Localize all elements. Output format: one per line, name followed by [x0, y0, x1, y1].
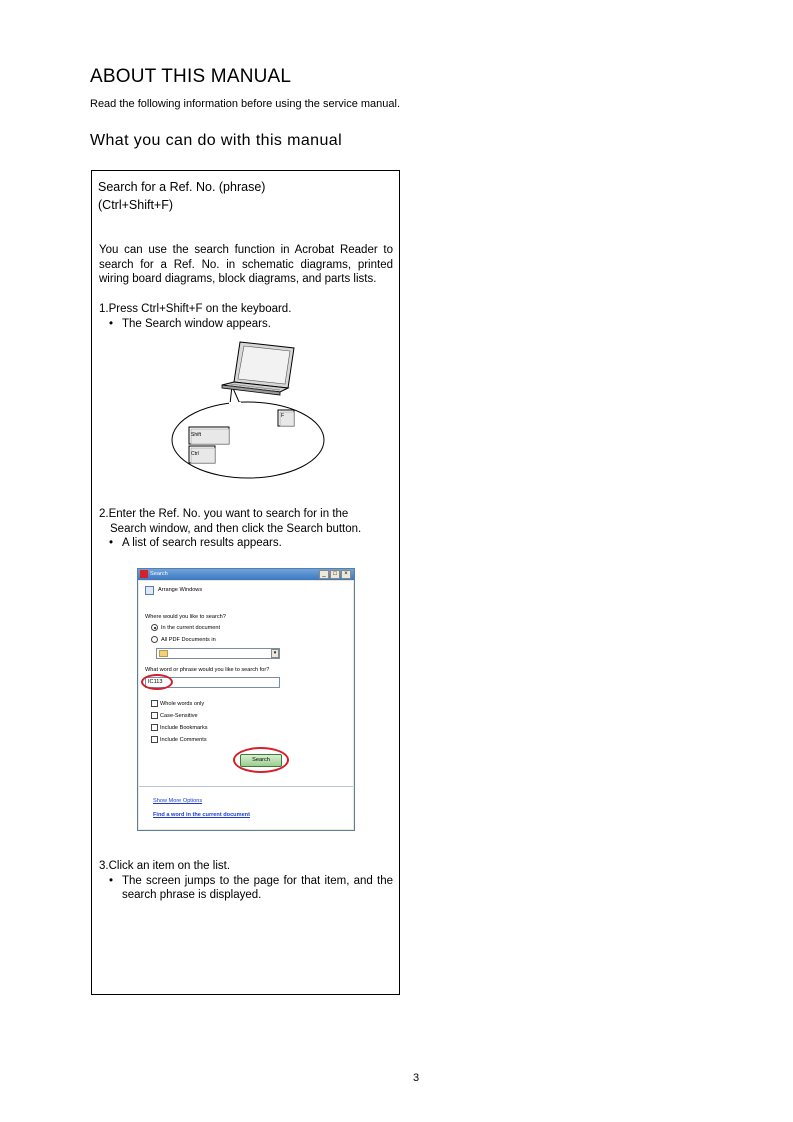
intro-text: Read the following information before using the service manual.	[90, 98, 401, 110]
checkbox-whole-words[interactable]	[151, 700, 158, 707]
step-3-bullet-text: The screen jumps to the page for that item, and the search phrase is displayed.	[122, 874, 393, 901]
laptop-display	[238, 346, 290, 384]
step-2-text-line1: 2.Enter the Ref. No. you want to search for in the	[99, 508, 349, 520]
step-3	[99, 859, 393, 903]
step-2-text-line2: Search window, and then click the Search button.	[110, 522, 362, 535]
step-1	[99, 302, 393, 331]
box-body-text: You can use the search function in Acrobat Reader to search for a Ref. No. in schematic diagrams, printed wiring board diagrams, block diagrams, and parts lists.	[99, 244, 393, 285]
radio-current-document[interactable]	[151, 624, 158, 631]
minimize-icon[interactable]: _	[319, 570, 329, 579]
find-word-link[interactable]: Find a word in the current document	[153, 812, 250, 818]
search-button[interactable]: Search	[240, 754, 282, 767]
bubble-pointer-gap	[229, 402, 241, 406]
search-pane	[139, 581, 353, 829]
step-2-bullet: • A list of search results appears.	[109, 537, 282, 549]
divider	[139, 786, 353, 787]
step-1-bullet-text: The Search window appears.	[122, 317, 271, 330]
keyboard-illustration	[160, 330, 330, 480]
step-1-text: 1.Press Ctrl+Shift+F on the keyboard.	[99, 303, 292, 315]
box-title	[98, 178, 265, 214]
arrange-windows-label[interactable]: Arrange Windows	[158, 587, 203, 593]
checkbox-case-sensitive-label: Case-Sensitive	[160, 713, 198, 719]
checkbox-whole-words-label: Whole words only	[160, 701, 205, 707]
show-more-options-link[interactable]: Show More Options	[153, 798, 203, 804]
search-button-highlight	[233, 747, 289, 773]
radio-all-label: All PDF Documents in	[161, 637, 216, 643]
key-shift-label: Shift	[191, 432, 202, 438]
step-3-text: 3.Click an item on the list.	[99, 860, 231, 872]
close-icon[interactable]: ×	[341, 570, 351, 579]
folder-icon	[159, 650, 168, 657]
what-label: What word or phrase would you like to search for?	[145, 667, 270, 673]
checkbox-bookmarks-label: Include Bookmarks	[160, 725, 208, 731]
location-select[interactable]	[156, 648, 280, 659]
search-input-highlight	[141, 674, 173, 690]
chevron-down-icon[interactable]: ▾	[271, 649, 279, 658]
checkbox-bookmarks[interactable]	[151, 724, 158, 731]
checkbox-case-sensitive[interactable]	[151, 712, 158, 719]
checkbox-comments[interactable]	[151, 736, 158, 743]
window-controls	[319, 570, 351, 579]
radio-current-label: In the current document	[161, 625, 221, 631]
checkbox-comments-label: Include Comments	[160, 737, 207, 743]
search-input-value: IC113	[148, 679, 163, 685]
search-window	[137, 568, 355, 831]
key-ctrl-label: Ctrl	[191, 451, 199, 457]
search-window-titlebar	[138, 569, 354, 580]
step-1-bullet: • The Search window appears.	[109, 317, 271, 330]
acrobat-icon	[140, 570, 148, 578]
radio-all-pdf[interactable]	[151, 636, 158, 643]
box-title-line1: Search for a Ref. No. (phrase)	[98, 180, 266, 194]
section-subtitle: What you can do with this manual	[90, 132, 343, 149]
key-f-label: F	[281, 413, 285, 419]
step-3-bullet: • The screen jumps to the page for that item, and the search phrase is displayed.	[109, 874, 393, 901]
arrange-windows-icon[interactable]	[145, 586, 154, 595]
maximize-icon[interactable]: □	[330, 570, 340, 579]
box-title-line2: (Ctrl+Shift+F)	[98, 198, 174, 212]
search-window-title: Search	[150, 571, 168, 577]
page-title: ABOUT THIS MANUAL	[90, 66, 292, 87]
step-2	[99, 507, 393, 551]
page-number: 3	[413, 1072, 420, 1084]
step-2-bullet-text: A list of search results appears.	[122, 537, 282, 549]
where-label: Where would you like to search?	[145, 614, 226, 620]
